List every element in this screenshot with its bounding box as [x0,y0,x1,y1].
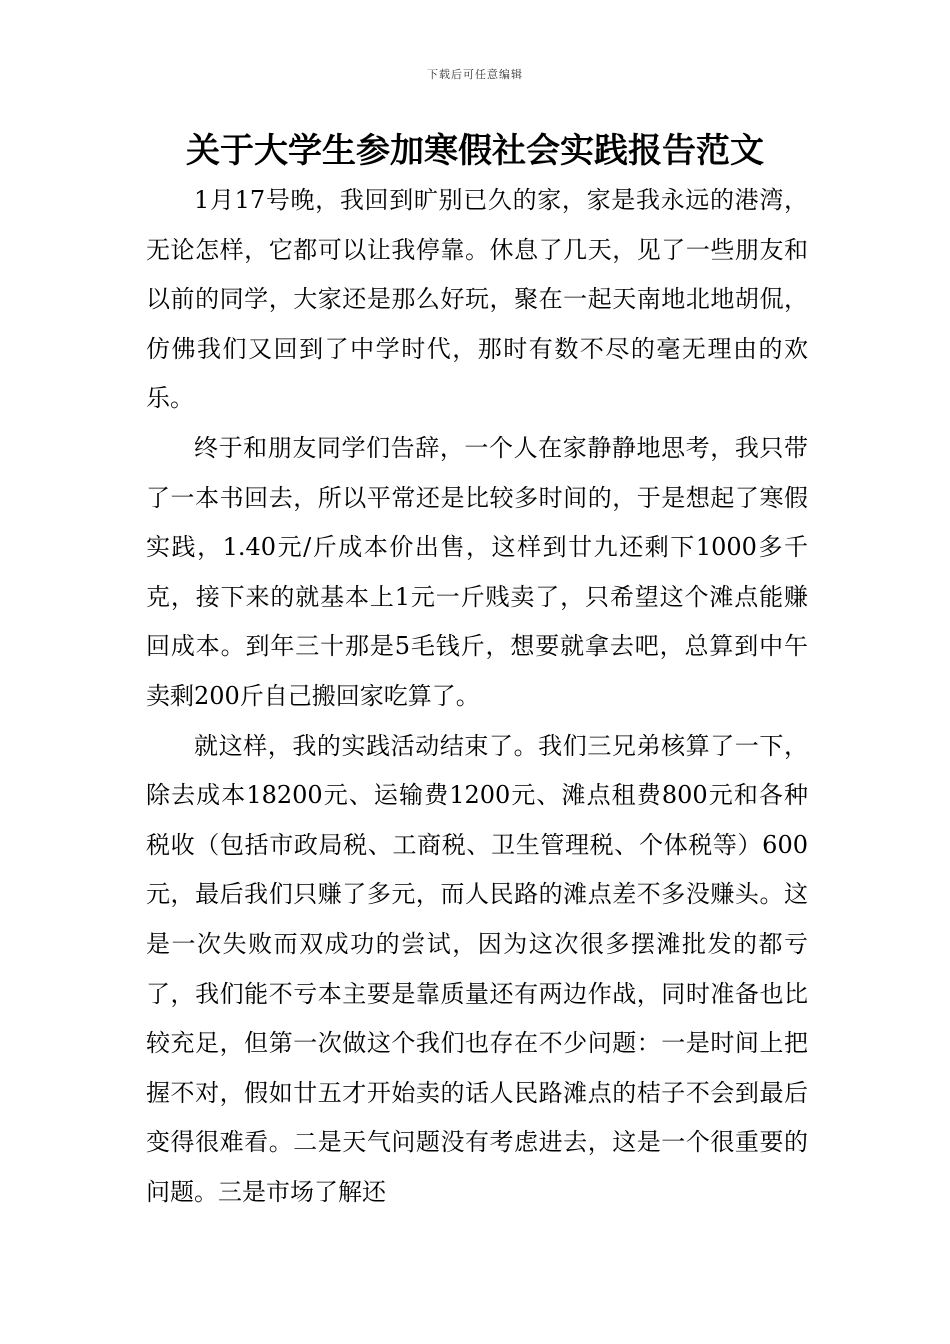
paragraph: 终于和朋友同学们告辞，一个人在家静静地思考，我只带了一本书回去，所以平常还是比较多时间的，于是想起了寒假实践，1.40元/斤成本价出售，这样到廿九还剩下1000多千克，接下来的就基本上1元一斤贱卖了，只希望这个滩点能赚回成本。到年三十那是5毛钱斤，想要就拿去吧，总算到中午卖剩200斤自己搬回家吃算了。 [146,433,808,710]
header-note: 下载后可任意编辑 [427,68,523,81]
paragraph: 就这样，我的实践活动结束了。我们三兄弟核算了一下，除去成本18200元、运输费1200元、滩点租费800元和各种税收（包括市政局税、工商税、卫生管理税、个体税等）600元，最后我们只赚了多元，而人民路的滩点差不多没赚头。这是一次失败而双成功的尝试，因为这次很多摆滩批发的都亏了，我们能不亏本主要是靠质量还有两边作战，同时准备也比较充足，但第一次做这个我们也存在不少问题：一是时间上把握不对，假如廿五才开始卖的话人民路滩点的桔子不会到最后变得很难看。二是天气问题没有考虑进去，这是一个很重要的问题。三是市场了解还 [146,731,808,1206]
document-body [146,176,808,1217]
document-title: 关于大学生参加寒假社会实践报告范文 [186,131,764,171]
paragraph: 1月17号晚，我回到旷别已久的家，家是我永远的港湾，无论怎样，它都可以让我停靠。休息了几天，见了一些朋友和以前的同学，大家还是那么好玩，聚在一起天南地北地胡侃，仿佛我们又回到了中学时代，那时有数不尽的毫无理由的欢乐。 [146,186,808,413]
